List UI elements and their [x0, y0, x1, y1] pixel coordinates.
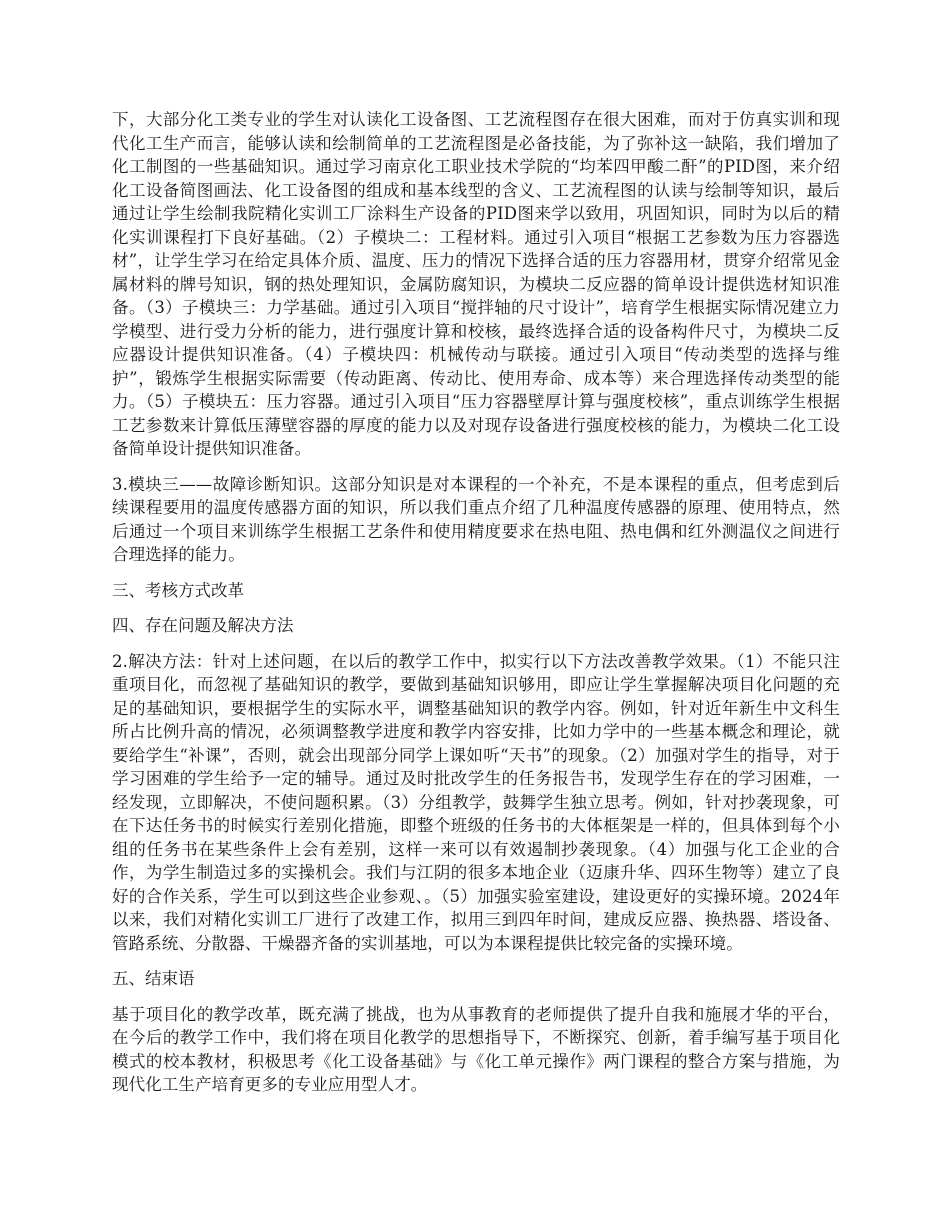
- paragraph-conclusion: 基于项目化的教学改革，既充满了挑战，也为从事教育的老师提供了提升自我和施展才华的平台，在今后的教学工作中，我们将在项目化教学的思想指导下，不断探究、创新，着手编写基于项目化模式的校本教材，积极思考《化工设备基础》与《化工单元操作》两门课程的整合方案与措施，为现代化工生产培育更多的专业应用型人才。: [112, 1004, 840, 1094]
- paragraph-module-three: 3.模块三——故障诊断知识。这部分知识是对本课程的一个补充，不是本课程的重点，但考虑到后续课程要用的温度传感器方面的知识，所以我们重点介绍了几种温度传感器的原理、使用特点，然后通过一个项目来训练学生根据工艺条件和使用精度要求在热电阻、热电偶和红外测温仪之间进行合理选择的能力。: [112, 474, 840, 564]
- document-body: [112, 108, 840, 1109]
- section-heading-problems-solutions: 四、存在问题及解决方法: [112, 616, 294, 635]
- section-heading-assessment-reform: 三、考核方式改革: [112, 580, 244, 600]
- paragraph-submodules: 下，大部分化工类专业的学生对认读化工设备图、工艺流程图存在很大困难，而对于仿真实训和现代化工生产而言，能够认读和绘制简单的工艺流程图是必备技能，为了弥补这一缺陷，我们增加了化工制图的一些基础知识。通过学习南京化工职业技术学院的“均苯四甲酸二酐”的PID图，来介绍化工设备简图画法、化工设备图的组成和基本线型的含义、工艺流程图的认读与绘制等知识，最后通过让学生绘制我院精化实训工厂涂料生产设备的PID图来学以致用，巩固知识，同时为以后的精化实训课程打下良好基础。（2）子模块二：工程材料。通过引入项目“根据工艺参数为压力容器选材”，让学生学习在给定具体介质、温度、压力的情况下选择合适的压力容器用材，贯穿介绍常见金属材料的牌号知识，钢的热处理知识，金属防腐知识，为模块二反应器的简单设计提供选材知识准备。（3）子模块三：力学基础。通过引入项目“搅拌轴的尺寸设计”，培育学生根据实际情况建立力学模型、进行受力分析的能力，进行强度计算和校核，最终选择合适的设备构件尺寸，为模块二反应器设计提供知识准备。（4）子模块四：机械传动与联接。通过引入项目“传动类型的选择与维护”，锻炼学生根据实际需要（传动距离、传动比、使用寿命、成本等）来合理选择传动类型的能力。（5）子模块五：压力容器。通过引入项目“压力容器壁厚计算与强度校核”，重点训练学生根据工艺参数来计算低压薄壁容器的厚度的能力以及对现存设备进行强度校核的能力，为模块二化工设备简单设计提供知识准备。: [112, 110, 840, 458]
- section-heading-conclusion: 五、结束语: [112, 969, 195, 988]
- paragraph-solutions: 2.解决方法：针对上述问题，在以后的教学工作中，拟实行以下方法改善教学效果。（1）不能只注重项目化，而忽视了基础知识的教学，要做到基础知识够用，即应让学生掌握解决项目化问题的充足的基础知识，要根据学生的实际水平，调整基础知识的教学内容。例如，针对近年新生中文科生所占比例升高的情况，必须调整教学进度和教学内容安排，比如力学中的一些基本概念和理论，就要给学生“补课”，否则，就会出现部分同学上课如听“天书”的现象。（2）加强对学生的指导，对于学习困难的学生给予一定的辅导。通过及时批改学生的任务报告书，发现学生存在的学习困难，一经发现，立即解决，不使问题积累。（3）分组教学，鼓舞学生独立思考。例如，针对抄袭现象，可在下达任务书的时候实行差别化措施，即整个班级的任务书的大体框架是一样的，但具体到每个小组的任务书在某些条件上会有差别，这样一来可以有效遏制抄袭现象。（4）加强与化工企业的合作，为学生制造过多的实操机会。我们与江阴的很多本地企业（迈康升华、四环生物等）建立了良好的合作关系，学生可以到这些企业参观、。（5）加强实验室建设，建设更好的实操环境。2024年以来，我们对精化实训工厂进行了改建工作，拟用三到四年时间，建成反应器、换热器、塔设备、管路系统、分散器、干燥器齐备的实训基地，可以为本课程提供比较完备的实操环境。: [112, 651, 840, 953]
